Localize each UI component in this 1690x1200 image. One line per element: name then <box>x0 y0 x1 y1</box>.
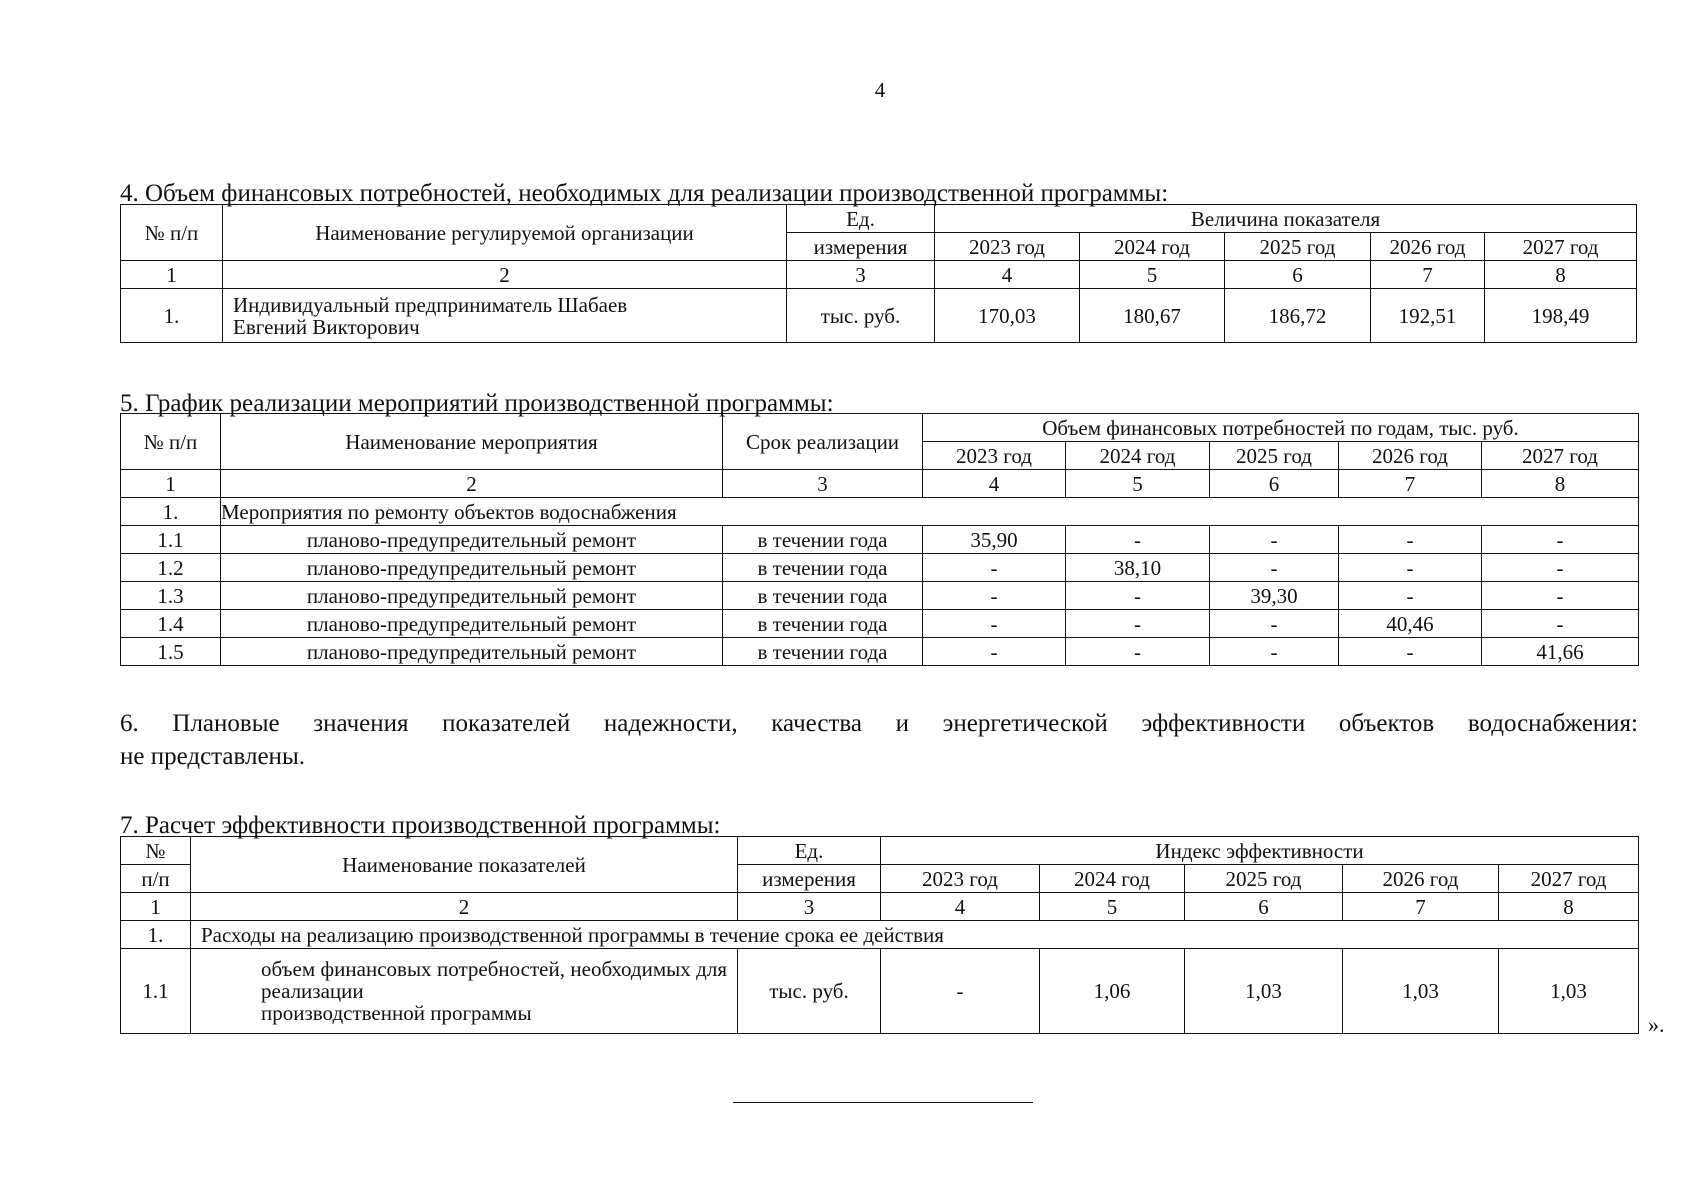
value-2027: 41,66 <box>1482 638 1639 666</box>
section-6-paragraph <box>120 707 1638 773</box>
column-number: 7 <box>1343 893 1499 921</box>
value-2024: - <box>1066 582 1210 610</box>
unit: тыс. руб. <box>738 949 881 1034</box>
header-activity-name: Наименование мероприятия <box>221 414 723 470</box>
value-2023: - <box>923 638 1066 666</box>
row-num: 1.1 <box>121 949 191 1034</box>
column-number: 8 <box>1482 470 1639 498</box>
efficiency-table <box>120 836 1639 1034</box>
column-number: 7 <box>1371 261 1485 289</box>
table-row <box>121 289 1637 343</box>
header-index-group: Индекс эффективности <box>881 837 1639 865</box>
row-num: 1. <box>121 289 223 343</box>
indicator-name-line1: объем финансовых потребностей, <box>261 957 565 981</box>
value-2027: - <box>1482 526 1639 554</box>
column-number: 1 <box>121 470 221 498</box>
row-num: 1.1 <box>121 526 221 554</box>
org-name-line2: Евгений Викторович <box>233 314 420 339</box>
header-unit: Ед. <box>738 837 881 865</box>
column-number: 2 <box>191 893 738 921</box>
section-7-title: 7. Расчет эффективности производственной программы: <box>120 812 721 839</box>
table-row <box>121 554 1639 582</box>
column-number: 6 <box>1185 893 1343 921</box>
header-num-line2: п/п <box>121 865 191 893</box>
activity-name: планово-предупредительный ремонт <box>221 638 723 666</box>
row-num: 1.4 <box>121 610 221 638</box>
value-2024: 180,67 <box>1080 289 1225 343</box>
header-finance-group: Объем финансовых потребностей по годам, тыс. руб. <box>923 414 1639 442</box>
indicator-name-line2: необходимых для реализации <box>261 957 728 1003</box>
header-year: 2026 год <box>1339 442 1482 470</box>
header-year: 2023 год <box>923 442 1066 470</box>
closing-quote: ». <box>1648 1012 1665 1037</box>
page-number: 4 <box>874 78 886 102</box>
value-2026: - <box>1339 582 1482 610</box>
group-label: Мероприятия по ремонту объектов водоснабжения <box>221 498 1639 526</box>
term: в течении года <box>723 638 923 666</box>
value-2025: - <box>1210 554 1339 582</box>
header-year: 2026 год <box>1343 865 1499 893</box>
header-year: 2024 год <box>1066 442 1210 470</box>
value-2027: - <box>1482 554 1639 582</box>
column-number: 4 <box>935 261 1080 289</box>
value-2023: 170,03 <box>935 289 1080 343</box>
value-2026: - <box>1339 526 1482 554</box>
table-row <box>121 638 1639 666</box>
value-2024: - <box>1066 610 1210 638</box>
indicator-name <box>191 949 738 1034</box>
activity-name: планово-предупредительный ремонт <box>221 582 723 610</box>
group-row <box>121 498 1639 526</box>
header-org-name: Наименование регулируемой организации <box>223 205 787 261</box>
column-number: 4 <box>881 893 1040 921</box>
table-row <box>121 526 1639 554</box>
column-number: 7 <box>1339 470 1482 498</box>
header-num: № п/п <box>121 414 221 470</box>
group-num: 1. <box>121 921 191 949</box>
header-year: 2027 год <box>1485 233 1637 261</box>
column-number: 4 <box>923 470 1066 498</box>
table-row <box>121 610 1639 638</box>
section-6-line2: не представлены. <box>120 743 305 770</box>
column-number-row <box>121 470 1639 498</box>
activities-schedule-table <box>120 413 1639 666</box>
value-2025: 39,30 <box>1210 582 1339 610</box>
header-year: 2026 год <box>1371 233 1485 261</box>
value-2026: 192,51 <box>1371 289 1485 343</box>
table-row <box>121 949 1639 1034</box>
value-2025: 1,03 <box>1185 949 1343 1034</box>
financial-needs-table <box>120 204 1637 343</box>
value-2026: 1,03 <box>1343 949 1499 1034</box>
column-number: 5 <box>1080 261 1225 289</box>
header-year: 2027 год <box>1482 442 1639 470</box>
column-number-row <box>121 893 1639 921</box>
header-num: № <box>121 837 191 865</box>
column-number: 3 <box>738 893 881 921</box>
row-num: 1.3 <box>121 582 221 610</box>
header-year: 2024 год <box>1040 865 1185 893</box>
value-2025: - <box>1210 638 1339 666</box>
column-number: 5 <box>1066 470 1210 498</box>
header-value-group: Величина показателя <box>935 205 1637 233</box>
value-2023: - <box>923 582 1066 610</box>
header-year: 2023 год <box>935 233 1080 261</box>
column-number: 1 <box>121 261 223 289</box>
value-2026: 40,46 <box>1339 610 1482 638</box>
activity-name: планово-предупредительный ремонт <box>221 526 723 554</box>
header-indicator-name: Наименование показателей <box>191 837 738 893</box>
value-2025: - <box>1210 610 1339 638</box>
bottom-divider <box>733 1102 1033 1103</box>
value-2024: - <box>1066 638 1210 666</box>
value-2027: 1,03 <box>1499 949 1639 1034</box>
value-2027: - <box>1482 610 1639 638</box>
group-num: 1. <box>121 498 221 526</box>
header-year: 2027 год <box>1499 865 1639 893</box>
column-number: 2 <box>221 470 723 498</box>
section-5-title: 5. График реализации мероприятий производственной программы: <box>120 390 834 417</box>
column-number: 6 <box>1225 261 1371 289</box>
header-term: Срок реализации <box>723 414 923 470</box>
org-name-line1: Индивидуальный предприниматель Шабаев <box>233 292 628 317</box>
header-year: 2024 год <box>1080 233 1225 261</box>
column-number: 3 <box>787 261 935 289</box>
column-number-row <box>121 261 1637 289</box>
column-number: 3 <box>723 470 923 498</box>
term: в течении года <box>723 610 923 638</box>
section-4-title: 4. Объем финансовых потребностей, необходимых для реализации производственной программы: <box>120 180 1169 207</box>
header-year: 2025 год <box>1185 865 1343 893</box>
activity-name: планово-предупредительный ремонт <box>221 554 723 582</box>
value-2027: 198,49 <box>1485 289 1637 343</box>
activity-name: планово-предупредительный ремонт <box>221 610 723 638</box>
header-num: № п/п <box>121 205 223 261</box>
column-number: 2 <box>223 261 787 289</box>
unit: тыс. руб. <box>787 289 935 343</box>
value-2024: 38,10 <box>1066 554 1210 582</box>
header-unit: Ед. <box>787 205 935 233</box>
value-2026: - <box>1339 638 1482 666</box>
header-unit-line2: измерения <box>787 233 935 261</box>
value-2024: - <box>1066 526 1210 554</box>
org-name <box>223 289 787 343</box>
header-year: 2025 год <box>1225 233 1371 261</box>
value-2025: 186,72 <box>1225 289 1371 343</box>
group-label: Расходы на реализацию производственной программы в течение срока ее действия <box>191 921 1639 949</box>
column-number: 5 <box>1040 893 1185 921</box>
table-row <box>121 582 1639 610</box>
term: в течении года <box>723 554 923 582</box>
header-year: 2023 год <box>881 865 1040 893</box>
indicator-name-line3: производственной программы <box>261 1001 532 1025</box>
column-number: 1 <box>121 893 191 921</box>
column-number: 6 <box>1210 470 1339 498</box>
value-2024: 1,06 <box>1040 949 1185 1034</box>
term: в течении года <box>723 526 923 554</box>
column-number: 8 <box>1485 261 1637 289</box>
value-2023: - <box>923 610 1066 638</box>
term: в течении года <box>723 582 923 610</box>
value-2023: - <box>881 949 1040 1034</box>
header-unit-line2: измерения <box>738 865 881 893</box>
value-2023: 35,90 <box>923 526 1066 554</box>
row-num: 1.2 <box>121 554 221 582</box>
value-2026: - <box>1339 554 1482 582</box>
value-2023: - <box>923 554 1066 582</box>
row-num: 1.5 <box>121 638 221 666</box>
column-number: 8 <box>1499 893 1639 921</box>
header-year: 2025 год <box>1210 442 1339 470</box>
section-6-line1: 6. Плановые значения показателей надежности, качества и энергетической эффективности объектов водоснабжения: <box>120 710 1638 737</box>
group-row <box>121 921 1639 949</box>
value-2025: - <box>1210 526 1339 554</box>
value-2027: - <box>1482 582 1639 610</box>
